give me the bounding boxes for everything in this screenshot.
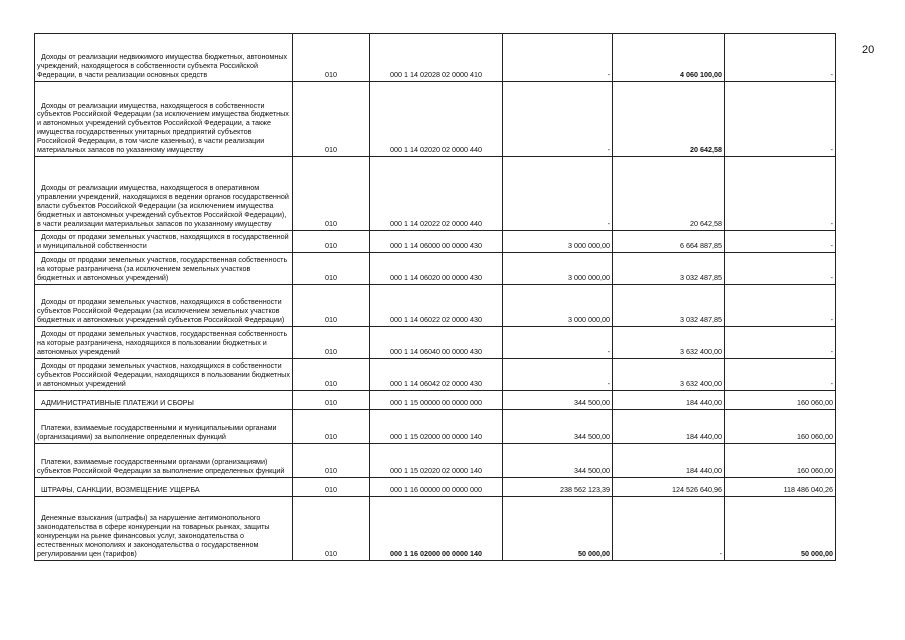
row-kbk: 000 1 16 00000 00 0000 000	[370, 478, 503, 497]
row-kbk: 000 1 16 02000 00 0000 140	[370, 497, 503, 561]
row-unexecuted: -	[725, 34, 836, 82]
row-code: 010	[293, 327, 370, 359]
row-approved: 344 500,00	[503, 444, 613, 478]
row-name: Доходы от реализации недвижимого имущества бюджетных, автономных учреждений, находящегося в собственности субъекта Российской Федерации, в части реализации основных средств	[35, 34, 293, 82]
table-row	[35, 253, 836, 285]
row-executed: -	[613, 497, 725, 561]
row-kbk: 000 1 14 02020 02 0000 440	[370, 82, 503, 157]
row-name: Платежи, взимаемые государственными и муниципальными органами (организациями) за выполнение определенных функций	[35, 410, 293, 444]
row-unexecuted: 160 060,00	[725, 410, 836, 444]
row-executed: 6 664 887,85	[613, 231, 725, 253]
table-row	[35, 82, 836, 157]
row-unexecuted: -	[725, 82, 836, 157]
row-executed: 3 632 400,00	[613, 359, 725, 391]
table-row	[35, 497, 836, 561]
row-executed: 184 440,00	[613, 391, 725, 410]
table-row	[35, 285, 836, 327]
row-executed: 20 642,58	[613, 82, 725, 157]
row-executed: 3 032 487,85	[613, 285, 725, 327]
row-approved: 3 000 000,00	[503, 253, 613, 285]
row-unexecuted: 118 486 040,26	[725, 478, 836, 497]
row-executed: 124 526 640,96	[613, 478, 725, 497]
row-name: ШТРАФЫ, САНКЦИИ, ВОЗМЕЩЕНИЕ УЩЕРБА	[35, 478, 293, 497]
row-code: 010	[293, 157, 370, 231]
row-name: Доходы от продажи земельных участков, государственная собственность на которые разграничена (за исключением земельных участков бюджетных и автономных учреждений)	[35, 253, 293, 285]
row-unexecuted: -	[725, 285, 836, 327]
row-kbk: 000 1 14 02028 02 0000 410	[370, 34, 503, 82]
row-approved: 3 000 000,00	[503, 231, 613, 253]
row-executed: 4 060 100,00	[613, 34, 725, 82]
table-row	[35, 410, 836, 444]
row-kbk: 000 1 15 02020 02 0000 140	[370, 444, 503, 478]
row-executed: 184 440,00	[613, 410, 725, 444]
row-approved: 238 562 123,39	[503, 478, 613, 497]
row-code: 010	[293, 497, 370, 561]
row-unexecuted: 160 060,00	[725, 444, 836, 478]
revenue-table	[34, 33, 836, 561]
row-kbk: 000 1 15 00000 00 0000 000	[370, 391, 503, 410]
row-unexecuted: -	[725, 231, 836, 253]
table-row	[35, 231, 836, 253]
row-unexecuted: -	[725, 359, 836, 391]
table-row	[35, 391, 836, 410]
row-code: 010	[293, 285, 370, 327]
row-approved: -	[503, 359, 613, 391]
row-approved: -	[503, 34, 613, 82]
row-approved: -	[503, 157, 613, 231]
row-unexecuted: -	[725, 157, 836, 231]
row-approved: 344 500,00	[503, 410, 613, 444]
row-executed: 184 440,00	[613, 444, 725, 478]
row-approved: 344 500,00	[503, 391, 613, 410]
row-name: Доходы от реализации имущества, находящегося в собственности субъектов Российской Федерации (за исключением имущества бюджетных и автономных учреждений субъектов Российской Федерации, а также имущества государственных унитарных предприятий субъектов Российской Федерации, в том числе казенных), в части реализации материальных запасов по указанному имуществу	[35, 82, 293, 157]
row-code: 010	[293, 410, 370, 444]
row-code: 010	[293, 444, 370, 478]
row-name: Платежи, взимаемые государственными органами (организациями) субъектов Российской Федерации за выполнение определенных функций	[35, 444, 293, 478]
row-unexecuted: 160 060,00	[725, 391, 836, 410]
table-row	[35, 359, 836, 391]
row-executed: 3 632 400,00	[613, 327, 725, 359]
row-code: 010	[293, 34, 370, 82]
row-name: Доходы от продажи земельных участков, находящихся в собственности субъектов Российской Федерации (за исключением земельных участков бюджетных и автономных учреждений субъектов Российской Федерации)	[35, 285, 293, 327]
row-unexecuted: 50 000,00	[725, 497, 836, 561]
row-approved: 50 000,00	[503, 497, 613, 561]
row-approved: -	[503, 82, 613, 157]
row-code: 010	[293, 478, 370, 497]
row-code: 010	[293, 359, 370, 391]
row-name: Доходы от продажи земельных участков, находящихся в государственной и муниципальной собственности	[35, 231, 293, 253]
row-name: Доходы от реализации имущества, находящегося в оперативном управлении учреждений, находящихся в ведении органов государственной власти субъектов Российской Федерации (за исключением имущества бюджетных и автономных учреждений субъектов Российской Федерации), в части реализации материальных запасов по указанному имуществу	[35, 157, 293, 231]
table-row	[35, 327, 836, 359]
row-kbk: 000 1 14 06000 00 0000 430	[370, 231, 503, 253]
row-approved: -	[503, 327, 613, 359]
row-name: Доходы от продажи земельных участков, государственная собственность на которые разграничена, находящихся в пользовании бюджетных и автономных учреждений	[35, 327, 293, 359]
row-code: 010	[293, 231, 370, 253]
row-code: 010	[293, 253, 370, 285]
row-unexecuted: -	[725, 327, 836, 359]
row-kbk: 000 1 15 02000 00 0000 140	[370, 410, 503, 444]
table-row	[35, 157, 836, 231]
row-code: 010	[293, 82, 370, 157]
table-row	[35, 478, 836, 497]
row-approved: 3 000 000,00	[503, 285, 613, 327]
row-executed: 20 642,58	[613, 157, 725, 231]
row-name: Денежные взыскания (штрафы) за нарушение антимонопольного законодательства в сфере конкуренции на товарных рынках, защиты конкуренции на рынке финансовых услуг, законодательства о естественных монополиях и законодательства о государственном регулировании цен (тарифов)	[35, 497, 293, 561]
row-kbk: 000 1 14 02022 02 0000 440	[370, 157, 503, 231]
row-kbk: 000 1 14 06042 02 0000 430	[370, 359, 503, 391]
row-kbk: 000 1 14 06040 00 0000 430	[370, 327, 503, 359]
row-executed: 3 032 487,85	[613, 253, 725, 285]
row-unexecuted: -	[725, 253, 836, 285]
row-code: 010	[293, 391, 370, 410]
row-kbk: 000 1 14 06022 02 0000 430	[370, 285, 503, 327]
page-number: 20	[862, 44, 875, 56]
table-row	[35, 444, 836, 478]
row-name: АДМИНИСТРАТИВНЫЕ ПЛАТЕЖИ И СБОРЫ	[35, 391, 293, 410]
row-name: Доходы от продажи земельных участков, находящихся в собственности субъектов Российской Федерации, находящихся в пользовании бюджетных и автономных учреждений	[35, 359, 293, 391]
row-kbk: 000 1 14 06020 00 0000 430	[370, 253, 503, 285]
table-row	[35, 34, 836, 82]
